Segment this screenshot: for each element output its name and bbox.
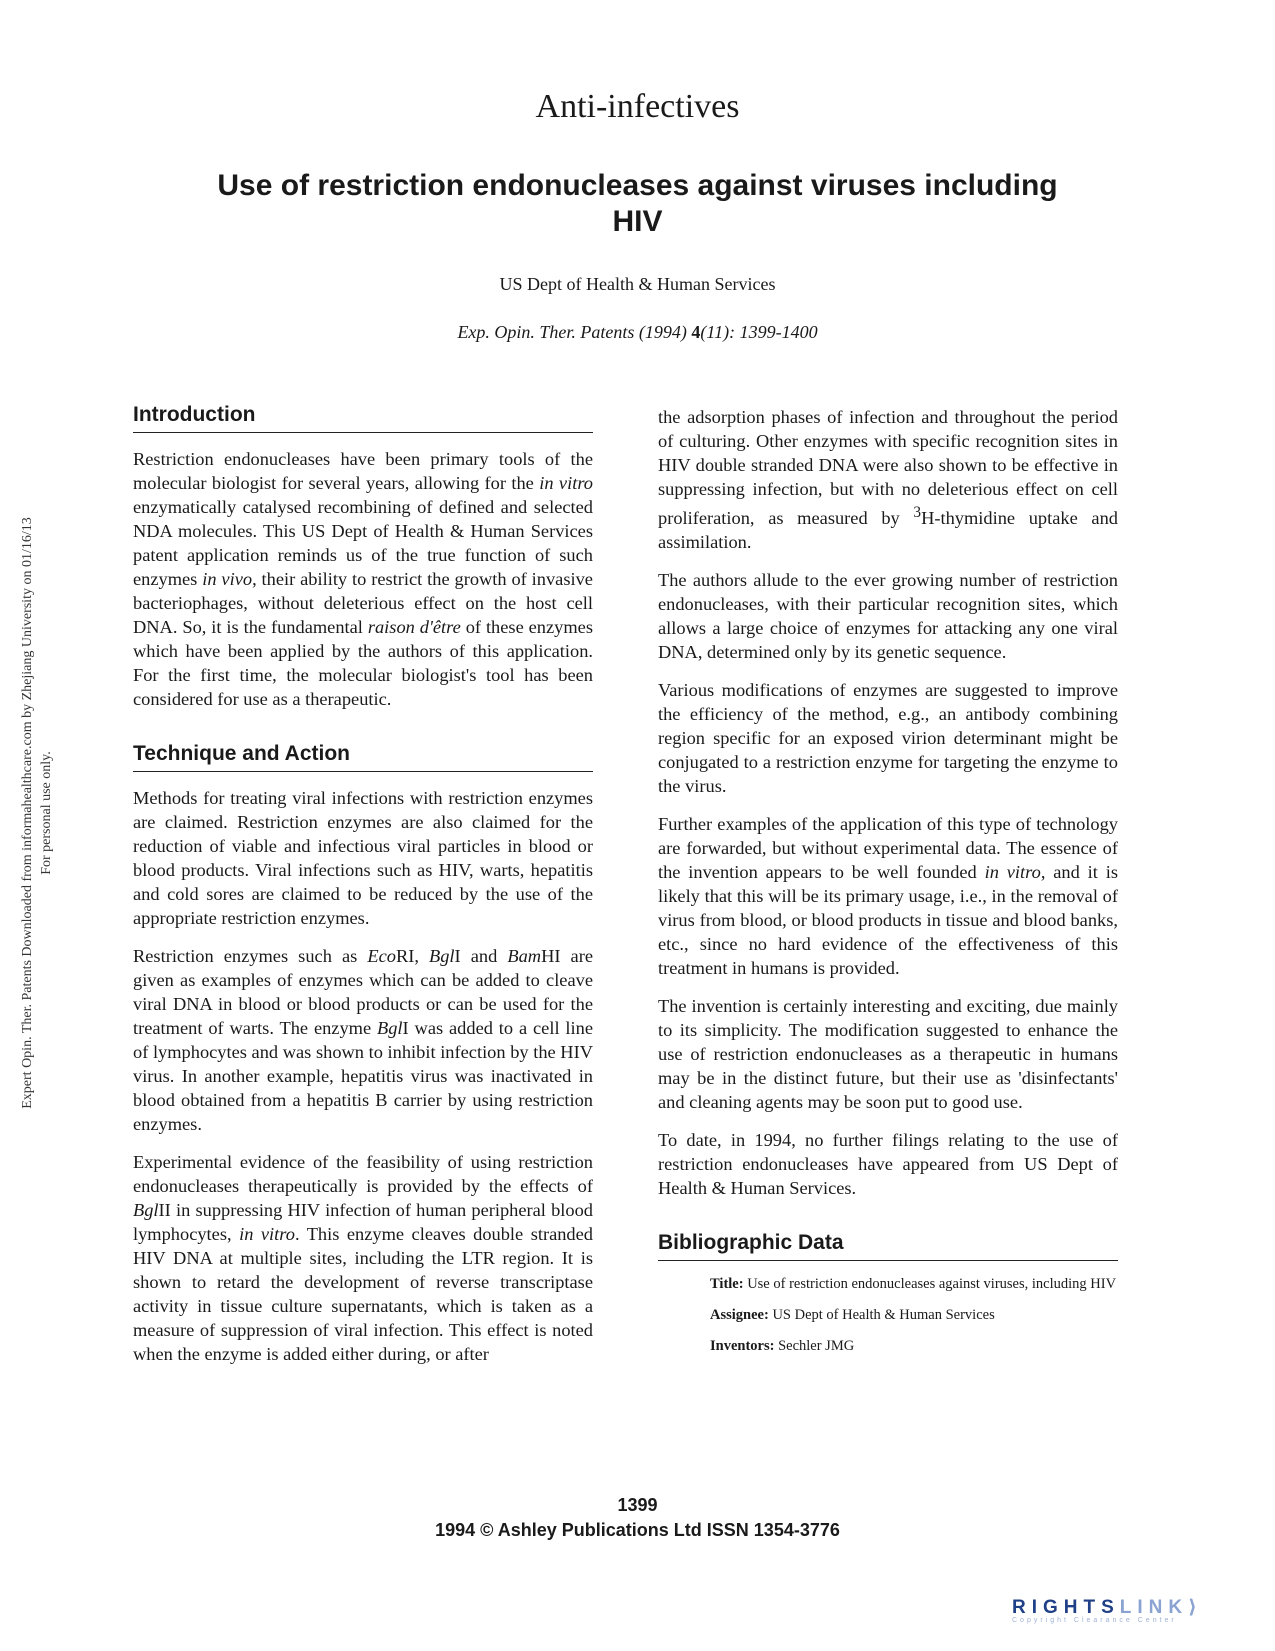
text-run: II in suppressing HIV infection of human peripheral blood lymphocytes, (133, 1200, 593, 1244)
text-run: I was added to a cell line of lymphocytes and was shown to inhibit infection by the HIV virus. In another example, hepatitis virus was inactivated in blood obtained from a hepatitis B carrier by using restriction enzymes. (133, 1018, 594, 1134)
side-note-line-1: Expert Opin. Ther. Patents Downloaded from informahealthcare.com by Zhejiang University on 01/16/13 (20, 517, 35, 1109)
biblio-value: US Dept of Health & Human Services (768, 1307, 995, 1324)
citation-journal: Exp. Opin. Ther. Patents (1994) (457, 322, 692, 342)
citation-issue-pages: (11): 1399-1400 (700, 322, 818, 342)
right-paragraph-4 (658, 812, 1118, 980)
text-run: Further examples of the application of this type of technology are forwarded, but without experimental data. The essence of the invention appears to be well founded (658, 814, 1118, 883)
right-paragraph-5: The invention is certainly interesting and exciting, due mainly to its simplicity. The modification suggested to enhance the use of restriction endonucleases as a therapeutic in humans may be in the distinct future, but their use as 'disinfectants' and cleaning agents may be soon put to good use. (658, 996, 1118, 1113)
italic-term: Bgl (133, 1200, 159, 1220)
italic-term: raison d'être (367, 617, 461, 637)
biblio-inventors (710, 1337, 1118, 1356)
rightslink-wordmark (1012, 1596, 1252, 1619)
technique-heading: Technique and Action (133, 741, 593, 772)
biblio-value: Use of restriction endonucleases against viruses, including HIV (743, 1276, 1117, 1293)
text-run: Experimental evidence of the feasibility of using restriction endonucleases therapeutically is provided by the effects of (133, 1152, 593, 1196)
italic-term: Bam (507, 946, 542, 966)
text-run: H-thymidine uptake and assimilation. (658, 508, 1118, 553)
text-run: I and (454, 946, 508, 966)
technique-paragraph-1: Methods for treating viral infections with restriction enzymes are claimed. Restriction enzymes are also claimed for the reduction of viable and infectious viral particles in blood or blood products. Viral infections such as HIV, warts, hepatitis and cold sores are claimed to be reduced by the use of the appropriate restriction enzymes. (133, 788, 593, 928)
italic-term: in vitro (539, 473, 593, 493)
citation-volume: 4 (691, 322, 701, 342)
text-run: , and it is likely that this will be its primary usage, i.e., in the removal of virus from blood, or blood products in tissue and blood banks, etc., since no hard evidence of the effectiveness of this treatment in humans is provided. (658, 862, 1118, 979)
rightslink-logo[interactable] (1012, 1596, 1252, 1624)
text-run: the adsorption phases of infection and throughout the period of culturing. Other enzymes with specific recognition sites in HIV double stranded DNA were also shown to be effective in suppressing infection, but with no deleterious effect on cell proliferation, as measured by (658, 407, 1118, 529)
italic-term: in vitro (984, 862, 1041, 883)
side-note-line-2: For personal use only. (39, 751, 54, 875)
biblio-label: Assignee: (710, 1307, 769, 1324)
biblio-assignee (710, 1306, 1118, 1325)
page-number: 1399 (617, 1495, 658, 1515)
article-title: Use of restriction endonucleases against viruses including HIV (217, 169, 1058, 238)
text-run: , their ability to restrict the growth of invasive bacteriophages, without deleterious effect on the host cell DNA. So, it is the fundamental (133, 569, 593, 637)
italic-term: Eco (367, 946, 396, 966)
right-column (658, 405, 1118, 1368)
rightslink-subtitle: Copyright Clearance Center (1012, 1617, 1177, 1624)
superscript: 3 (913, 504, 922, 521)
right-paragraph-3: Various modifications of enzymes are suggested to improve the efficiency of the method, e.g., an antibody combining region specific for an exposed virion determinant might be conjugated to a restriction enzyme for targeting the enzyme to the virus. (658, 680, 1118, 797)
right-paragraph-1 (658, 405, 1118, 554)
text-run: of these enzymes which have been applied by the authors of this application. For the first time, the molecular biologist's tool has been considered for use as a therapeutic. (133, 617, 593, 709)
intro-paragraph (133, 447, 593, 711)
biblio-label: Title: (710, 1276, 744, 1293)
bibliographic-data (710, 1275, 1118, 1356)
organization: US Dept of Health & Human Services (499, 274, 776, 294)
download-side-note (18, 463, 58, 1163)
technique-paragraph-2 (133, 944, 593, 1136)
biblio-title (710, 1275, 1118, 1294)
italic-term: Bgl (377, 1018, 403, 1038)
italic-term: in vitro (239, 1224, 295, 1244)
italic-term: in vivo (202, 569, 253, 589)
section-label: Anti-infectives (535, 88, 740, 125)
rightslink-bold: RIGHTS (1012, 1597, 1120, 1618)
text-run: RI, (395, 946, 429, 966)
right-paragraph-2: The authors allude to the ever growing number of restriction endonucleases, with their particular recognition sites, which allows a large choice of enzymes for attacking any one viral DNA, determined only by its genetic sequence. (658, 570, 1118, 663)
citation (0, 322, 1275, 343)
biblio-label: Inventors: (710, 1338, 775, 1355)
rightslink-light: LINK (1119, 1597, 1189, 1618)
left-column (133, 402, 593, 1380)
rightslink-arrow-icon: ⟩ (1188, 1597, 1203, 1618)
text-run: Restriction endonucleases have been primary tools of the molecular biologist for several years, allowing for the (133, 449, 593, 493)
text-run: enzymatically catalysed recombining of defined and selected NDA molecules. This US Dept of Health & Human Services patent application reminds us of the true function of such enzymes (133, 497, 593, 589)
italic-term: Bgl (429, 946, 455, 966)
text-run: . This enzyme cleaves double stranded HIV DNA at multiple sites, including the LTR region. It is shown to retard the development of reverse transcriptase activity in tissue culture supernatants, which is taken as a measure of suppression of viral infection. This effect is noted when the enzyme is added either during, or after (133, 1224, 593, 1364)
bibliographic-heading: Bibliographic Data (658, 1230, 1118, 1261)
right-paragraph-6: To date, in 1994, no further filings relating to the use of restriction endonucleases have appeared from US Dept of Health & Human Services. (658, 1130, 1118, 1199)
introduction-heading: Introduction (133, 402, 593, 433)
copyright-line: 1994 © Ashley Publications Ltd ISSN 1354-3776 (435, 1520, 840, 1540)
text-run: Restriction enzymes such as (133, 946, 368, 966)
technique-paragraph-3 (133, 1150, 593, 1366)
biblio-value: Sechler JMG (774, 1338, 855, 1355)
text-run: HI are given as examples of enzymes which can be added to cleave viral DNA in blood or blood products or can be used for the treatment of warts. The enzyme (133, 946, 593, 1038)
